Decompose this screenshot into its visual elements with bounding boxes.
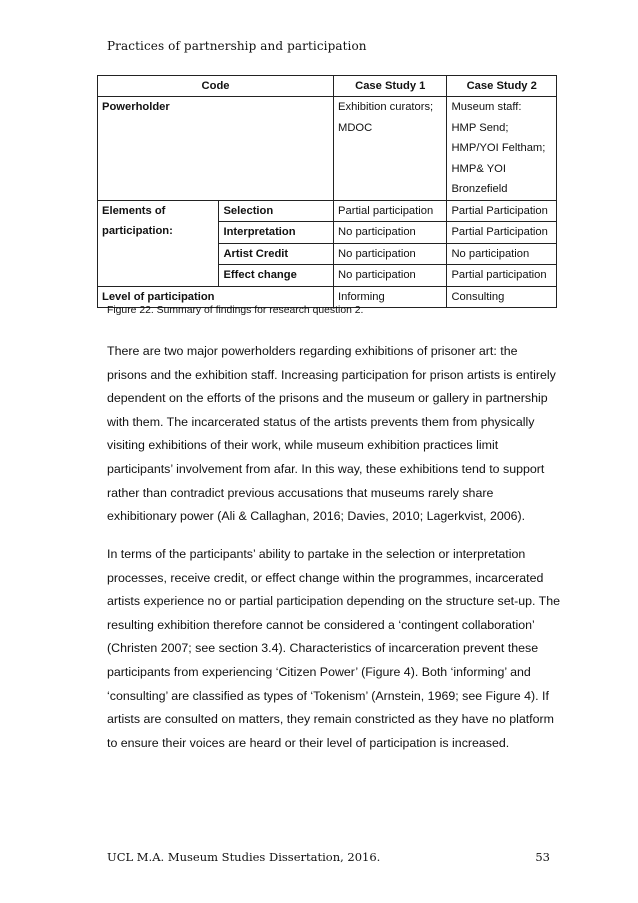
powerholder-case2-line: Museum staff: — [451, 101, 522, 113]
elements-label-line: Elements of — [102, 204, 166, 217]
header-code: Code — [98, 76, 334, 97]
powerholder-case2-line: Bronzefield — [451, 183, 508, 195]
figure-caption: Figure 22. Summary of findings for research question 2. — [107, 305, 364, 316]
paragraph-line: rather than contradict previous accusations that museums rarely share — [107, 485, 494, 500]
element-name: Selection — [219, 200, 334, 222]
running-header: Practices of partnership and participation — [107, 39, 367, 53]
paragraph-line: processes, receive credit, or effect change within the programmes, incarcerated — [107, 570, 544, 585]
footer-text: UCL M.A. Museum Studies Dissertation, 2016. — [107, 850, 381, 864]
element-case1: No participation — [334, 265, 447, 287]
paragraph-line: participants’ involvement from afar. In this way, these exhibitions tend to support — [107, 461, 545, 476]
paragraph-line: visiting exhibitions of their work, while museum exhibition practices limit — [107, 438, 499, 453]
paragraph-line: There are two major powerholders regarding exhibitions of prisoner art: the — [107, 344, 518, 358]
powerholder-label: Powerholder — [98, 97, 334, 201]
powerholder-case2-line: HMP Send; — [451, 121, 509, 134]
powerholder-case1-cell — [334, 97, 447, 201]
element-name: Artist Credit — [219, 243, 334, 265]
paragraph-line: In terms of the participants’ ability to partake in the selection or interpretation — [107, 547, 526, 561]
paragraph-line: ‘consulting’ are classified as types of ‘Tokenism’ (Arnstein, 1969; see Figure 4). If — [107, 688, 549, 703]
header-case-study-1: Case Study 1 — [334, 76, 447, 97]
element-case1: No participation — [334, 243, 447, 265]
table-header-row — [98, 76, 557, 97]
findings-table — [97, 75, 557, 308]
paragraph-line: to ensure their voices are heard or their level of participation is increased. — [107, 735, 510, 750]
powerholder-case2-cell — [447, 97, 557, 201]
paragraph-line: artists are consulted on matters, they remain constricted as they have no platform — [107, 712, 554, 727]
elements-label-line: participation: — [102, 225, 173, 237]
paragraph-line: prisons and the exhibition staff. Increasing participation for prison artists is entirely — [107, 367, 556, 382]
powerholder-case2-line: HMP/YOI Feltham; — [451, 142, 546, 154]
level-case2: Consulting — [447, 286, 557, 308]
element-case1: Partial participation — [334, 200, 447, 222]
element-case2: Partial Participation — [447, 200, 557, 222]
powerholder-case2-line: HMP& YOI — [451, 162, 506, 175]
paragraph-line: resulting exhibition therefore cannot be considered a ‘contingent collaboration’ — [107, 617, 535, 632]
page-footer — [107, 850, 550, 864]
powerholder-case1-line: Exhibition curators; — [338, 101, 434, 113]
element-case2: Partial participation — [447, 265, 557, 287]
paragraph-line: participants from experiencing ‘Citizen Power’ (Figure 4). Both ‘informing’ and — [107, 664, 531, 679]
paragraph-line: (Christen 2007; see section 3.4). Characteristics of incarceration prevent these — [107, 641, 539, 656]
element-case1: No participation — [334, 222, 447, 244]
level-case1: Informing — [334, 286, 447, 308]
element-case2: No participation — [447, 243, 557, 265]
level-label: Level of participation — [98, 286, 334, 308]
element-name: Effect change — [219, 265, 334, 287]
table-row-selection — [98, 200, 557, 222]
paragraph-line: exhibitionary power (Ali & Callaghan, 2016; Davies, 2010; Lagerkvist, 2006). — [107, 509, 526, 524]
paragraph-powerholders — [107, 340, 567, 529]
powerholder-case1-line: MDOC — [338, 121, 373, 134]
element-case2: Partial Participation — [447, 222, 557, 244]
paragraph-participation — [107, 543, 567, 755]
paragraph-line: artists experience no or partial participation depending on the structure set-up. The — [107, 594, 560, 609]
paragraph-line: with them. The incarcerated status of the artists prevents them from physically — [107, 414, 535, 429]
elements-label-cell — [98, 200, 219, 286]
header-case-study-2: Case Study 2 — [447, 76, 557, 97]
table-row-powerholder — [98, 97, 557, 201]
page-number: 53 — [535, 850, 550, 864]
element-name: Interpretation — [219, 222, 334, 244]
paragraph-line: dependent on the efforts of the prisons and the museum or gallery in partnership — [107, 391, 548, 406]
